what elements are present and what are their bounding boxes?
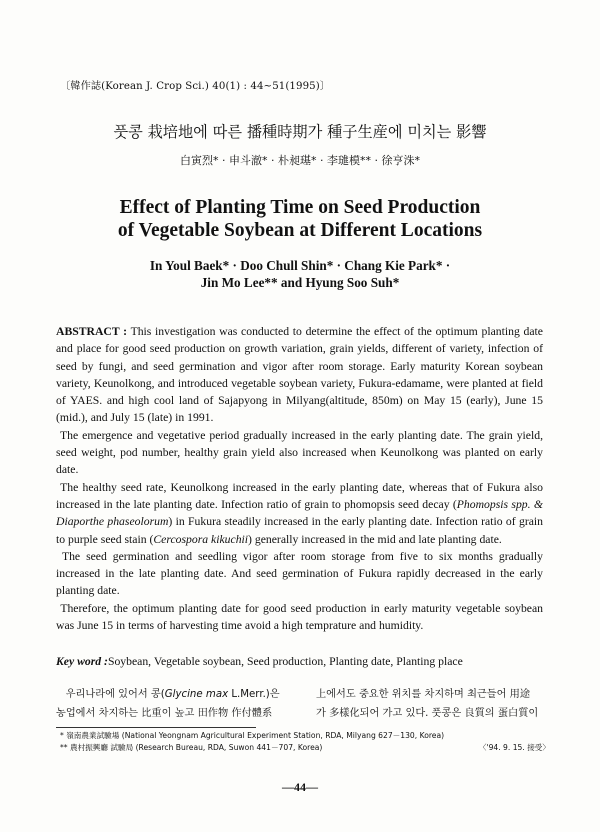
page-number: —44— [282,780,318,794]
abstract-paragraph [56,479,543,548]
keywords [56,655,546,668]
keywords-text: Soybean, Vegetable soybean, Seed production, Planting date, Planting place [107,655,463,668]
abstract-text: The seed germination and seedling vigor after room storage from five to six months gradually increased in the late planting date. And seed germination of Fukura rapidly decreased in the early planting date. [56,549,544,598]
abstract-text: ) in Fukura steadily increased in the early planting date. Infection ratio of grain to purple seed stain ( [56,515,543,546]
korean-authors: 白寅烈* · 申斗澈* · 朴昶璂* · 李璡模** · 徐亨洙* [180,154,420,167]
footnote-affiliation-1: * 嶺南農業試驗場 (National Yeongnam Agricultural Experiment Station, RDA, Milyang 627－130, Korea) [60,731,445,740]
abstract [56,323,543,634]
pathogen-name: Phomopsis spp. & Diaporthe phaseolorum [56,497,543,529]
abstract-text: ) generally increased in the mid and late planting date. [248,532,502,546]
intro-line: 농업에서 차지하는 比重이 높고 田作物 作付體系 [56,707,273,719]
korean-title: 풋콩 栽培地에 따른 播種時期가 種子生産에 미치는 影響 [113,123,487,141]
pathogen-name: Cercospora kikuchii [153,532,249,546]
intro-line: 우리나라에 있어서 콩(Glycine max L.Merr.)은 [65,689,280,700]
abstract-text: The emergence and vegetative period gradually increased in the early planting date. The grain yield, seed weight, pod number, healthy grain yield also increased when Keunolkong was planted on early date. [56,428,543,477]
english-title [0,196,600,242]
abstract-paragraph [56,427,543,479]
abstract-text: The healthy seed rate, Keunolkong increased in the early planting date, whereas that of Fukura also increased in the late planting date. Infection ratio of grain to phomopsis seed decay ( [56,480,543,511]
english-authors [0,257,600,291]
species-name: Glycine max [164,689,229,700]
footnote-affiliation-2 [60,742,550,754]
abstract-label: ABSTRACT : [56,325,128,338]
abstract-text: This investigation was conducted to determine the effect of the optimum planting date and place for good seed production on growth variation, grain yields, different of variety, infection of seed by fungi, and seed germination and vigor after room storage. Early maturity Korean soybean variety, Keunolkong, and introduced vegetable soybean variety, Fukura-edamame, were planted at field of YAES. and high cool land of Sajapyong in Milyang(altitude, 850m) on May 15 (early), June 15 (mid.), and July 15 (late) in 1991. [56,325,543,425]
footnotes [60,730,550,753]
intro-line: 가 多樣化되어 가고 있다. 풋콩은 良質의 蛋白質이 [316,707,539,719]
english-authors-line: In Youl Baek* · Doo Chull Shin* · Chang Kie Park* · [149,258,451,273]
intro-left-column [56,686,298,723]
abstract-paragraph [56,323,543,427]
journal-citation: 〔韓作誌(Korean J. Crop Sci.) 40(1) : 44~51(1995)〕 [60,81,331,92]
keywords-label: Key word : [56,655,108,668]
footnote-text: ** 農村振興廳 試驗局 (Research Bureau, RDA, Suwon 441－707, Korea) [60,742,323,752]
abstract-paragraph [56,548,543,600]
english-authors-line: Jin Mo Lee** and Hyung Soo Suh* [200,275,400,290]
intro-right-column [316,686,548,723]
footnote-divider [56,727,256,728]
abstract-paragraph [56,600,543,635]
intro-line: 上에서도 중요한 위치를 차지하며 최근들어 用途 [316,689,531,700]
english-title-line: Effect of Planting Time on Seed Production [119,197,481,218]
received-date: 〈'94. 9. 15. 接受〉 [478,742,550,752]
english-title-line: of Vegetable Soybean at Different Locations [117,220,483,241]
abstract-text: Therefore, the optimum planting date for good seed production in early maturity vegetable soybean was June 15 in terms of harvesting time avoid a high temprature and humidity. [56,601,544,633]
